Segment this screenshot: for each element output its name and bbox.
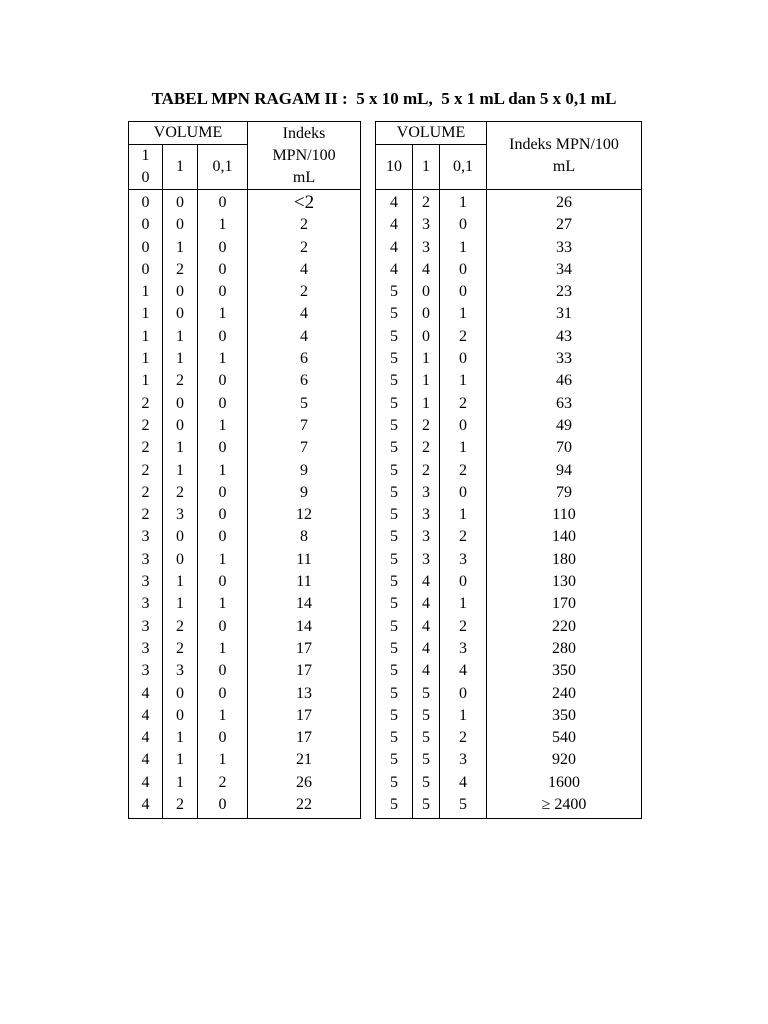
cell-vol-1ml: 2 bbox=[163, 638, 198, 660]
cell-mpn-index: 14 bbox=[248, 593, 361, 615]
cell-vol-10ml: 5 bbox=[376, 326, 413, 348]
cell-vol-0-1ml: 5 bbox=[440, 794, 487, 819]
cell-vol-1ml: 5 bbox=[413, 705, 440, 727]
cell-vol-0-1ml: 0 bbox=[440, 214, 487, 236]
col-header-1ml: 1 bbox=[413, 145, 440, 190]
cell-vol-0-1ml: 1 bbox=[198, 549, 248, 571]
cell-vol-1ml: 2 bbox=[413, 190, 440, 215]
cell-mpn-index: ≥ 2400 bbox=[487, 794, 642, 819]
cell-vol-0-1ml: 0 bbox=[198, 281, 248, 303]
cell-vol-10ml: 3 bbox=[129, 571, 163, 593]
cell-vol-10ml: 3 bbox=[129, 593, 163, 615]
cell-vol-10ml: 0 bbox=[129, 259, 163, 281]
cell-vol-0-1ml: 4 bbox=[440, 772, 487, 794]
cell-mpn-index: 220 bbox=[487, 616, 642, 638]
cell-vol-1ml: 5 bbox=[413, 727, 440, 749]
cell-vol-10ml: 0 bbox=[129, 237, 163, 259]
cell-mpn-index: 4 bbox=[248, 326, 361, 348]
table-row bbox=[376, 415, 642, 437]
cell-vol-0-1ml: 1 bbox=[198, 415, 248, 437]
cell-mpn-index: 6 bbox=[248, 348, 361, 370]
table-row bbox=[376, 437, 642, 459]
cell-vol-1ml: 3 bbox=[413, 237, 440, 259]
cell-vol-0-1ml: 1 bbox=[198, 638, 248, 660]
cell-vol-1ml: 3 bbox=[413, 504, 440, 526]
cell-mpn-index: 70 bbox=[487, 437, 642, 459]
cell-vol-0-1ml: 0 bbox=[198, 190, 248, 215]
cell-vol-10ml: 2 bbox=[129, 393, 163, 415]
cell-mpn-index: 46 bbox=[487, 370, 642, 392]
table-row bbox=[129, 303, 361, 325]
cell-vol-1ml: 2 bbox=[413, 415, 440, 437]
table-row bbox=[376, 727, 642, 749]
left-table-body bbox=[129, 190, 361, 819]
cell-vol-0-1ml: 1 bbox=[440, 705, 487, 727]
cell-vol-0-1ml: 0 bbox=[198, 326, 248, 348]
cell-vol-1ml: 1 bbox=[163, 593, 198, 615]
table-row bbox=[129, 705, 361, 727]
cell-vol-10ml: 5 bbox=[376, 549, 413, 571]
cell-vol-10ml: 5 bbox=[376, 749, 413, 771]
cell-mpn-index: 13 bbox=[248, 683, 361, 705]
cell-vol-10ml: 5 bbox=[376, 281, 413, 303]
table-row bbox=[129, 526, 361, 548]
cell-vol-10ml: 5 bbox=[376, 393, 413, 415]
cell-vol-10ml: 4 bbox=[129, 683, 163, 705]
cell-vol-0-1ml: 3 bbox=[440, 549, 487, 571]
table-row bbox=[129, 504, 361, 526]
cell-mpn-index: 17 bbox=[248, 638, 361, 660]
volume-header: VOLUME bbox=[376, 122, 487, 145]
cell-vol-10ml: 1 bbox=[129, 370, 163, 392]
cell-vol-0-1ml: 4 bbox=[440, 660, 487, 682]
cell-vol-10ml: 2 bbox=[129, 437, 163, 459]
col-header-10ml bbox=[129, 145, 163, 190]
cell-mpn-index: 94 bbox=[487, 460, 642, 482]
cell-vol-0-1ml: 0 bbox=[440, 482, 487, 504]
cell-mpn-index: 9 bbox=[248, 460, 361, 482]
cell-vol-10ml: 5 bbox=[376, 705, 413, 727]
table-row bbox=[376, 526, 642, 548]
cell-vol-10ml: 4 bbox=[376, 237, 413, 259]
mpn-table-right bbox=[375, 121, 642, 819]
cell-vol-1ml: 0 bbox=[163, 705, 198, 727]
table-row bbox=[129, 660, 361, 682]
cell-vol-0-1ml: 1 bbox=[198, 593, 248, 615]
cell-vol-10ml: 4 bbox=[376, 214, 413, 236]
cell-vol-1ml: 0 bbox=[413, 281, 440, 303]
cell-vol-0-1ml: 2 bbox=[440, 460, 487, 482]
cell-vol-10ml: 5 bbox=[376, 660, 413, 682]
cell-mpn-index: 26 bbox=[248, 772, 361, 794]
cell-mpn-index: 110 bbox=[487, 504, 642, 526]
cell-mpn-index: 4 bbox=[248, 303, 361, 325]
cell-vol-0-1ml: 0 bbox=[198, 660, 248, 682]
cell-mpn-index: 11 bbox=[248, 549, 361, 571]
cell-vol-0-1ml: 0 bbox=[440, 683, 487, 705]
cell-vol-10ml: 2 bbox=[129, 482, 163, 504]
cell-vol-10ml: 5 bbox=[376, 772, 413, 794]
table-row bbox=[129, 281, 361, 303]
cell-vol-1ml: 1 bbox=[163, 727, 198, 749]
table-row bbox=[376, 705, 642, 727]
cell-vol-0-1ml: 0 bbox=[440, 348, 487, 370]
cell-vol-0-1ml: 0 bbox=[198, 571, 248, 593]
cell-mpn-index: 350 bbox=[487, 705, 642, 727]
cell-vol-10ml: 0 bbox=[129, 190, 163, 215]
cell-mpn-index: 140 bbox=[487, 526, 642, 548]
cell-mpn-index: 63 bbox=[487, 393, 642, 415]
cell-vol-1ml: 2 bbox=[163, 370, 198, 392]
cell-vol-10ml: 5 bbox=[376, 415, 413, 437]
cell-vol-10ml: 5 bbox=[376, 460, 413, 482]
cell-vol-0-1ml: 1 bbox=[198, 460, 248, 482]
cell-mpn-index: 1600 bbox=[487, 772, 642, 794]
cell-vol-0-1ml: 0 bbox=[198, 616, 248, 638]
cell-vol-1ml: 2 bbox=[163, 794, 198, 819]
cell-vol-10ml: 4 bbox=[129, 772, 163, 794]
cell-vol-0-1ml: 2 bbox=[440, 616, 487, 638]
cell-mpn-index: 17 bbox=[248, 705, 361, 727]
table-row bbox=[376, 571, 642, 593]
cell-vol-0-1ml: 0 bbox=[440, 259, 487, 281]
cell-vol-0-1ml: 1 bbox=[198, 348, 248, 370]
cell-vol-10ml: 4 bbox=[129, 705, 163, 727]
cell-vol-0-1ml: 0 bbox=[198, 526, 248, 548]
cell-vol-1ml: 1 bbox=[163, 348, 198, 370]
table-row bbox=[376, 348, 642, 370]
cell-mpn-index: 240 bbox=[487, 683, 642, 705]
table-row bbox=[129, 326, 361, 348]
cell-vol-10ml: 1 bbox=[129, 281, 163, 303]
table-row bbox=[129, 259, 361, 281]
col-header-10ml-digit2: 0 bbox=[141, 169, 150, 186]
cell-vol-0-1ml: 0 bbox=[198, 482, 248, 504]
cell-vol-0-1ml: 0 bbox=[198, 727, 248, 749]
cell-vol-1ml: 0 bbox=[163, 526, 198, 548]
cell-vol-0-1ml: 3 bbox=[440, 749, 487, 771]
table-row bbox=[376, 794, 642, 819]
cell-mpn-index: 21 bbox=[248, 749, 361, 771]
cell-vol-10ml: 5 bbox=[376, 370, 413, 392]
cell-vol-10ml: 5 bbox=[376, 482, 413, 504]
table-row bbox=[129, 348, 361, 370]
cell-vol-1ml: 0 bbox=[163, 303, 198, 325]
cell-vol-1ml: 5 bbox=[413, 749, 440, 771]
cell-vol-10ml: 5 bbox=[376, 683, 413, 705]
cell-vol-10ml: 5 bbox=[376, 504, 413, 526]
table-row bbox=[376, 259, 642, 281]
cell-vol-10ml: 2 bbox=[129, 504, 163, 526]
cell-vol-1ml: 1 bbox=[163, 571, 198, 593]
cell-mpn-index: 79 bbox=[487, 482, 642, 504]
cell-vol-1ml: 0 bbox=[163, 683, 198, 705]
table-row bbox=[376, 237, 642, 259]
cell-vol-1ml: 4 bbox=[413, 593, 440, 615]
cell-vol-10ml: 5 bbox=[376, 348, 413, 370]
table-row bbox=[376, 660, 642, 682]
cell-vol-1ml: 1 bbox=[163, 237, 198, 259]
table-row bbox=[129, 794, 361, 819]
table-row bbox=[376, 504, 642, 526]
cell-vol-1ml: 0 bbox=[163, 549, 198, 571]
cell-mpn-index: 9 bbox=[248, 482, 361, 504]
cell-mpn-index: 5 bbox=[248, 393, 361, 415]
table-row bbox=[129, 749, 361, 771]
cell-vol-0-1ml: 0 bbox=[440, 571, 487, 593]
table-row bbox=[376, 772, 642, 794]
cell-mpn-index: 130 bbox=[487, 571, 642, 593]
table-row bbox=[376, 190, 642, 215]
cell-vol-1ml: 1 bbox=[163, 437, 198, 459]
table-row bbox=[376, 393, 642, 415]
cell-vol-1ml: 4 bbox=[413, 571, 440, 593]
table-row bbox=[129, 482, 361, 504]
cell-mpn-index: 23 bbox=[487, 281, 642, 303]
cell-vol-0-1ml: 2 bbox=[440, 727, 487, 749]
cell-mpn-index: 43 bbox=[487, 326, 642, 348]
cell-vol-0-1ml: 0 bbox=[440, 281, 487, 303]
cell-vol-0-1ml: 0 bbox=[198, 683, 248, 705]
cell-vol-0-1ml: 2 bbox=[440, 393, 487, 415]
table-row bbox=[129, 214, 361, 236]
cell-mpn-index: 27 bbox=[487, 214, 642, 236]
cell-vol-1ml: 3 bbox=[163, 504, 198, 526]
cell-mpn-index: 17 bbox=[248, 727, 361, 749]
cell-mpn-index: 540 bbox=[487, 727, 642, 749]
cell-mpn-index: 12 bbox=[248, 504, 361, 526]
cell-mpn-index: 33 bbox=[487, 237, 642, 259]
cell-mpn-index: 280 bbox=[487, 638, 642, 660]
cell-vol-0-1ml: 0 bbox=[198, 794, 248, 819]
cell-vol-1ml: 0 bbox=[163, 393, 198, 415]
cell-vol-1ml: 1 bbox=[413, 393, 440, 415]
cell-vol-0-1ml: 0 bbox=[198, 370, 248, 392]
cell-mpn-index: 7 bbox=[248, 437, 361, 459]
cell-vol-1ml: 2 bbox=[413, 460, 440, 482]
mpn-index-header bbox=[487, 122, 642, 190]
cell-mpn-index: 26 bbox=[487, 190, 642, 215]
cell-vol-1ml: 0 bbox=[163, 281, 198, 303]
table-row bbox=[129, 772, 361, 794]
table-row bbox=[376, 303, 642, 325]
cell-vol-1ml: 0 bbox=[413, 303, 440, 325]
col-header-0-1ml: 0,1 bbox=[440, 145, 487, 190]
cell-vol-0-1ml: 1 bbox=[198, 303, 248, 325]
cell-vol-10ml: 4 bbox=[376, 190, 413, 215]
cell-mpn-index: 170 bbox=[487, 593, 642, 615]
table-row bbox=[376, 749, 642, 771]
table-row bbox=[376, 616, 642, 638]
cell-vol-1ml: 0 bbox=[163, 190, 198, 215]
cell-vol-10ml: 4 bbox=[129, 749, 163, 771]
cell-mpn-index: 2 bbox=[248, 237, 361, 259]
table-row bbox=[376, 326, 642, 348]
cell-vol-10ml: 2 bbox=[129, 415, 163, 437]
table-row bbox=[129, 593, 361, 615]
cell-vol-10ml: 3 bbox=[129, 660, 163, 682]
cell-vol-1ml: 0 bbox=[163, 214, 198, 236]
cell-vol-0-1ml: 2 bbox=[198, 772, 248, 794]
table-row bbox=[129, 415, 361, 437]
cell-vol-0-1ml: 3 bbox=[440, 638, 487, 660]
col-header-0-1ml: 0,1 bbox=[198, 145, 248, 190]
cell-vol-0-1ml: 0 bbox=[198, 237, 248, 259]
cell-vol-0-1ml: 0 bbox=[198, 504, 248, 526]
cell-vol-1ml: 5 bbox=[413, 794, 440, 819]
table-row bbox=[129, 190, 361, 215]
table-row bbox=[129, 370, 361, 392]
cell-vol-10ml: 5 bbox=[376, 437, 413, 459]
cell-vol-0-1ml: 0 bbox=[198, 437, 248, 459]
cell-vol-0-1ml: 1 bbox=[440, 237, 487, 259]
table-row bbox=[376, 370, 642, 392]
cell-vol-10ml: 3 bbox=[129, 549, 163, 571]
cell-vol-10ml: 5 bbox=[376, 638, 413, 660]
cell-vol-10ml: 5 bbox=[376, 616, 413, 638]
cell-vol-1ml: 1 bbox=[163, 772, 198, 794]
cell-vol-10ml: 1 bbox=[129, 303, 163, 325]
cell-vol-10ml: 1 bbox=[129, 348, 163, 370]
table-row bbox=[376, 482, 642, 504]
cell-vol-1ml: 2 bbox=[163, 259, 198, 281]
cell-vol-10ml: 5 bbox=[376, 571, 413, 593]
table-row bbox=[376, 638, 642, 660]
cell-vol-1ml: 4 bbox=[413, 660, 440, 682]
cell-vol-0-1ml: 0 bbox=[440, 415, 487, 437]
table-row bbox=[376, 214, 642, 236]
cell-mpn-index: 11 bbox=[248, 571, 361, 593]
cell-vol-0-1ml: 1 bbox=[198, 214, 248, 236]
page-title: TABEL MPN RAGAM II : 5 x 10 mL, 5 x 1 mL dan 5 x 0,1 mL bbox=[151, 89, 617, 108]
cell-vol-1ml: 3 bbox=[413, 482, 440, 504]
col-header-1ml: 1 bbox=[163, 145, 198, 190]
cell-vol-10ml: 4 bbox=[129, 794, 163, 819]
cell-vol-10ml: 0 bbox=[129, 214, 163, 236]
table-row bbox=[129, 616, 361, 638]
cell-vol-10ml: 3 bbox=[129, 616, 163, 638]
cell-vol-1ml: 1 bbox=[163, 460, 198, 482]
cell-vol-10ml: 5 bbox=[376, 593, 413, 615]
cell-vol-1ml: 5 bbox=[413, 772, 440, 794]
cell-vol-1ml: 0 bbox=[413, 326, 440, 348]
cell-mpn-index: 17 bbox=[248, 660, 361, 682]
mpn-index-header bbox=[248, 122, 361, 190]
cell-vol-10ml: 5 bbox=[376, 303, 413, 325]
cell-mpn-index: 2 bbox=[248, 214, 361, 236]
mpn-index-header-text: Indeks MPN/100 mL bbox=[509, 135, 619, 175]
cell-vol-10ml: 3 bbox=[129, 638, 163, 660]
table-row bbox=[129, 437, 361, 459]
right-table-body bbox=[376, 190, 642, 819]
cell-vol-0-1ml: 1 bbox=[198, 705, 248, 727]
cell-vol-10ml: 5 bbox=[376, 727, 413, 749]
cell-vol-1ml: 3 bbox=[413, 549, 440, 571]
cell-mpn-index: <2 bbox=[248, 190, 361, 215]
cell-vol-1ml: 2 bbox=[163, 482, 198, 504]
col-header-10ml-digit1: 1 bbox=[141, 147, 150, 164]
table-row bbox=[129, 638, 361, 660]
cell-vol-0-1ml: 1 bbox=[440, 504, 487, 526]
cell-mpn-index: 22 bbox=[248, 794, 361, 819]
table-row bbox=[376, 593, 642, 615]
cell-vol-10ml: 2 bbox=[129, 460, 163, 482]
table-row bbox=[376, 683, 642, 705]
table-row bbox=[129, 393, 361, 415]
cell-mpn-index: 920 bbox=[487, 749, 642, 771]
cell-vol-10ml: 1 bbox=[129, 326, 163, 348]
table-row bbox=[129, 727, 361, 749]
cell-mpn-index: 49 bbox=[487, 415, 642, 437]
table-row bbox=[376, 281, 642, 303]
cell-mpn-index: 2 bbox=[248, 281, 361, 303]
cell-vol-0-1ml: 0 bbox=[198, 393, 248, 415]
table-row bbox=[129, 549, 361, 571]
mpn-index-header-text: Indeks MPN/100 mL bbox=[272, 124, 336, 186]
cell-mpn-index: 8 bbox=[248, 526, 361, 548]
cell-vol-0-1ml: 1 bbox=[440, 370, 487, 392]
cell-vol-1ml: 4 bbox=[413, 259, 440, 281]
table-row bbox=[129, 571, 361, 593]
volume-header: VOLUME bbox=[129, 122, 248, 145]
cell-vol-1ml: 4 bbox=[413, 638, 440, 660]
cell-mpn-index: 180 bbox=[487, 549, 642, 571]
cell-vol-0-1ml: 0 bbox=[198, 259, 248, 281]
cell-mpn-index: 6 bbox=[248, 370, 361, 392]
cell-mpn-index: 31 bbox=[487, 303, 642, 325]
table-row bbox=[129, 460, 361, 482]
cell-vol-1ml: 1 bbox=[413, 348, 440, 370]
table-row bbox=[376, 460, 642, 482]
cell-vol-1ml: 5 bbox=[413, 683, 440, 705]
col-header-10ml: 10 bbox=[376, 145, 413, 190]
cell-mpn-index: 14 bbox=[248, 616, 361, 638]
cell-vol-0-1ml: 1 bbox=[440, 190, 487, 215]
table-row bbox=[129, 237, 361, 259]
cell-vol-10ml: 5 bbox=[376, 526, 413, 548]
cell-mpn-index: 4 bbox=[248, 259, 361, 281]
cell-vol-1ml: 1 bbox=[163, 326, 198, 348]
table-row bbox=[376, 549, 642, 571]
cell-vol-1ml: 1 bbox=[413, 370, 440, 392]
cell-vol-0-1ml: 1 bbox=[198, 749, 248, 771]
cell-vol-0-1ml: 2 bbox=[440, 326, 487, 348]
cell-mpn-index: 350 bbox=[487, 660, 642, 682]
cell-vol-1ml: 0 bbox=[163, 415, 198, 437]
cell-vol-1ml: 3 bbox=[163, 660, 198, 682]
cell-mpn-index: 33 bbox=[487, 348, 642, 370]
cell-vol-1ml: 3 bbox=[413, 214, 440, 236]
cell-vol-1ml: 2 bbox=[163, 616, 198, 638]
table-row bbox=[129, 683, 361, 705]
cell-vol-1ml: 1 bbox=[163, 749, 198, 771]
cell-vol-10ml: 3 bbox=[129, 526, 163, 548]
cell-vol-10ml: 4 bbox=[376, 259, 413, 281]
cell-vol-1ml: 4 bbox=[413, 616, 440, 638]
cell-vol-0-1ml: 1 bbox=[440, 593, 487, 615]
mpn-table-left bbox=[128, 121, 361, 819]
cell-mpn-index: 7 bbox=[248, 415, 361, 437]
cell-vol-1ml: 3 bbox=[413, 526, 440, 548]
cell-vol-0-1ml: 1 bbox=[440, 303, 487, 325]
cell-vol-0-1ml: 2 bbox=[440, 526, 487, 548]
cell-vol-10ml: 4 bbox=[129, 727, 163, 749]
cell-vol-10ml: 5 bbox=[376, 794, 413, 819]
cell-vol-1ml: 2 bbox=[413, 437, 440, 459]
cell-mpn-index: 34 bbox=[487, 259, 642, 281]
cell-vol-0-1ml: 1 bbox=[440, 437, 487, 459]
